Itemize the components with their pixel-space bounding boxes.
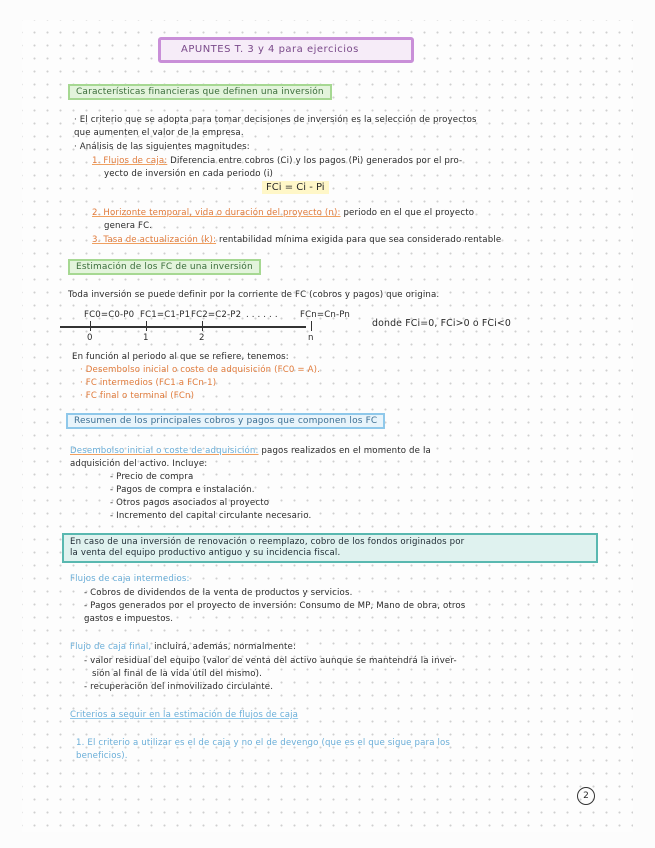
title-box xyxy=(158,37,414,63)
bullet-item: · FC intermedios (FC1 a FCn-1) xyxy=(80,378,217,388)
paragraph: En función al periodo al que se refiere, tenemos: xyxy=(72,352,289,362)
paragraph: Toda inversión se puede definir por la corriente de FC (cobros y pagos) que origina. xyxy=(68,290,440,300)
tick-label: n xyxy=(308,333,314,343)
page-title: APUNTES T. 3 y 4 para ejercicios xyxy=(181,44,359,55)
page-number: 2 xyxy=(577,787,595,805)
paragraph: que aumenten el valor de la empresa. xyxy=(74,128,244,138)
timeline-tick xyxy=(146,321,147,331)
formula: FCi = Ci - Pi xyxy=(262,181,329,194)
tick-label: 1 xyxy=(143,333,149,343)
list-item: 1. Flujos de caja: Diferencia entre cobros (Ci) y los pagos (Pi) generados por el pro- xyxy=(92,156,463,166)
bullet-item: · FC final o terminal (FCn) xyxy=(80,391,195,401)
subheading: Flujos de caja intermedios: xyxy=(70,574,190,584)
flow-dots: . . . . . . xyxy=(246,310,278,320)
flow-n: FCn=Cn-Pn xyxy=(300,310,350,320)
list-item: - Pagos generados por el proyecto de inversión: Consumo de MP, Mano de obra, otros xyxy=(84,601,466,611)
tick-label: 2 xyxy=(199,333,205,343)
list-item: - Incremento del capital circulante necesario. xyxy=(110,511,312,521)
list-item: - Pagos de compra e instalación. xyxy=(110,485,255,495)
list-item: - Otros pagos asociados al proyecto xyxy=(110,498,270,508)
flow-2: FC2=C2-P2 xyxy=(191,310,242,320)
section-heading-1: Características financieras que definen una inversión xyxy=(68,87,332,98)
section-heading-3: Resumen de los principales cobros y pagos que componen los FC xyxy=(66,416,385,427)
paragraph: beneficios). xyxy=(76,751,128,761)
section-heading-2: Estimación de los FC de una inversión xyxy=(68,262,261,273)
paragraph: Flujo de caja final, incluirá, además, normalmente: xyxy=(70,642,297,652)
flow-0: FC0=C0-P0 xyxy=(84,310,135,320)
timeline-tick xyxy=(311,321,312,331)
section-heading-4: Criterios a seguir en la estimación de flujos de caja xyxy=(70,710,299,720)
list-item: 2. Horizonte temporal, vida o duración del proyecto (n): periodo en el que el proyecto xyxy=(92,208,475,218)
tick-label: 0 xyxy=(87,333,93,343)
timeline-tick xyxy=(90,321,91,331)
list-item-cont: yecto de inversión en cada periodo (i) xyxy=(104,169,274,179)
flow-condition: donde FCi=0, FCi>0 o FCi<0 xyxy=(372,318,511,329)
list-item: gastos e impuestos. xyxy=(84,614,174,624)
flow-1: FC1=C1-P1 xyxy=(140,310,191,320)
paragraph: adquisición del activo. Incluye: xyxy=(70,459,208,469)
list-item: 3. Tasa de actualización (k): rentabilidad mínima exigida para que sea considerado rentable xyxy=(92,235,502,245)
callout-box: En caso de una inversión de renovación o reemplazo, cobro de los fondos originados por la venta del equipo productivo antiguo y su incidencia fiscal. xyxy=(62,533,598,563)
paragraph: · Análisis de las siguientes magnitudes: xyxy=(74,142,250,152)
timeline-tick xyxy=(202,321,203,331)
bullet-item: · Desembolso inicial o coste de adquisición (FC0 = A). xyxy=(80,365,321,375)
list-item-cont: genera FC. xyxy=(104,221,153,231)
list-item: sión al final de la vida útil del mismo). xyxy=(92,669,263,679)
paragraph: Desembolso inicial o coste de adquisición: pagos realizados en el momento de la xyxy=(70,446,431,456)
paragraph: 1. El criterio a utilizar es el de caja y no el de devengo (que es el que sigue para los xyxy=(76,738,451,748)
list-item: - recuperación del inmovilizado circulante. xyxy=(84,682,274,692)
timeline-axis xyxy=(60,326,306,328)
list-item: - Precio de compra xyxy=(110,472,194,482)
list-item: - Cobros de dividendos de la venta de productos y servicios. xyxy=(84,588,353,598)
list-item: - valor residual del equipo (valor de venta del activo aunque se mantendrá la inver- xyxy=(84,656,457,666)
paragraph: · El criterio que se adopta para tomar decisiones de inversión es la selección de proyectos xyxy=(74,115,477,125)
